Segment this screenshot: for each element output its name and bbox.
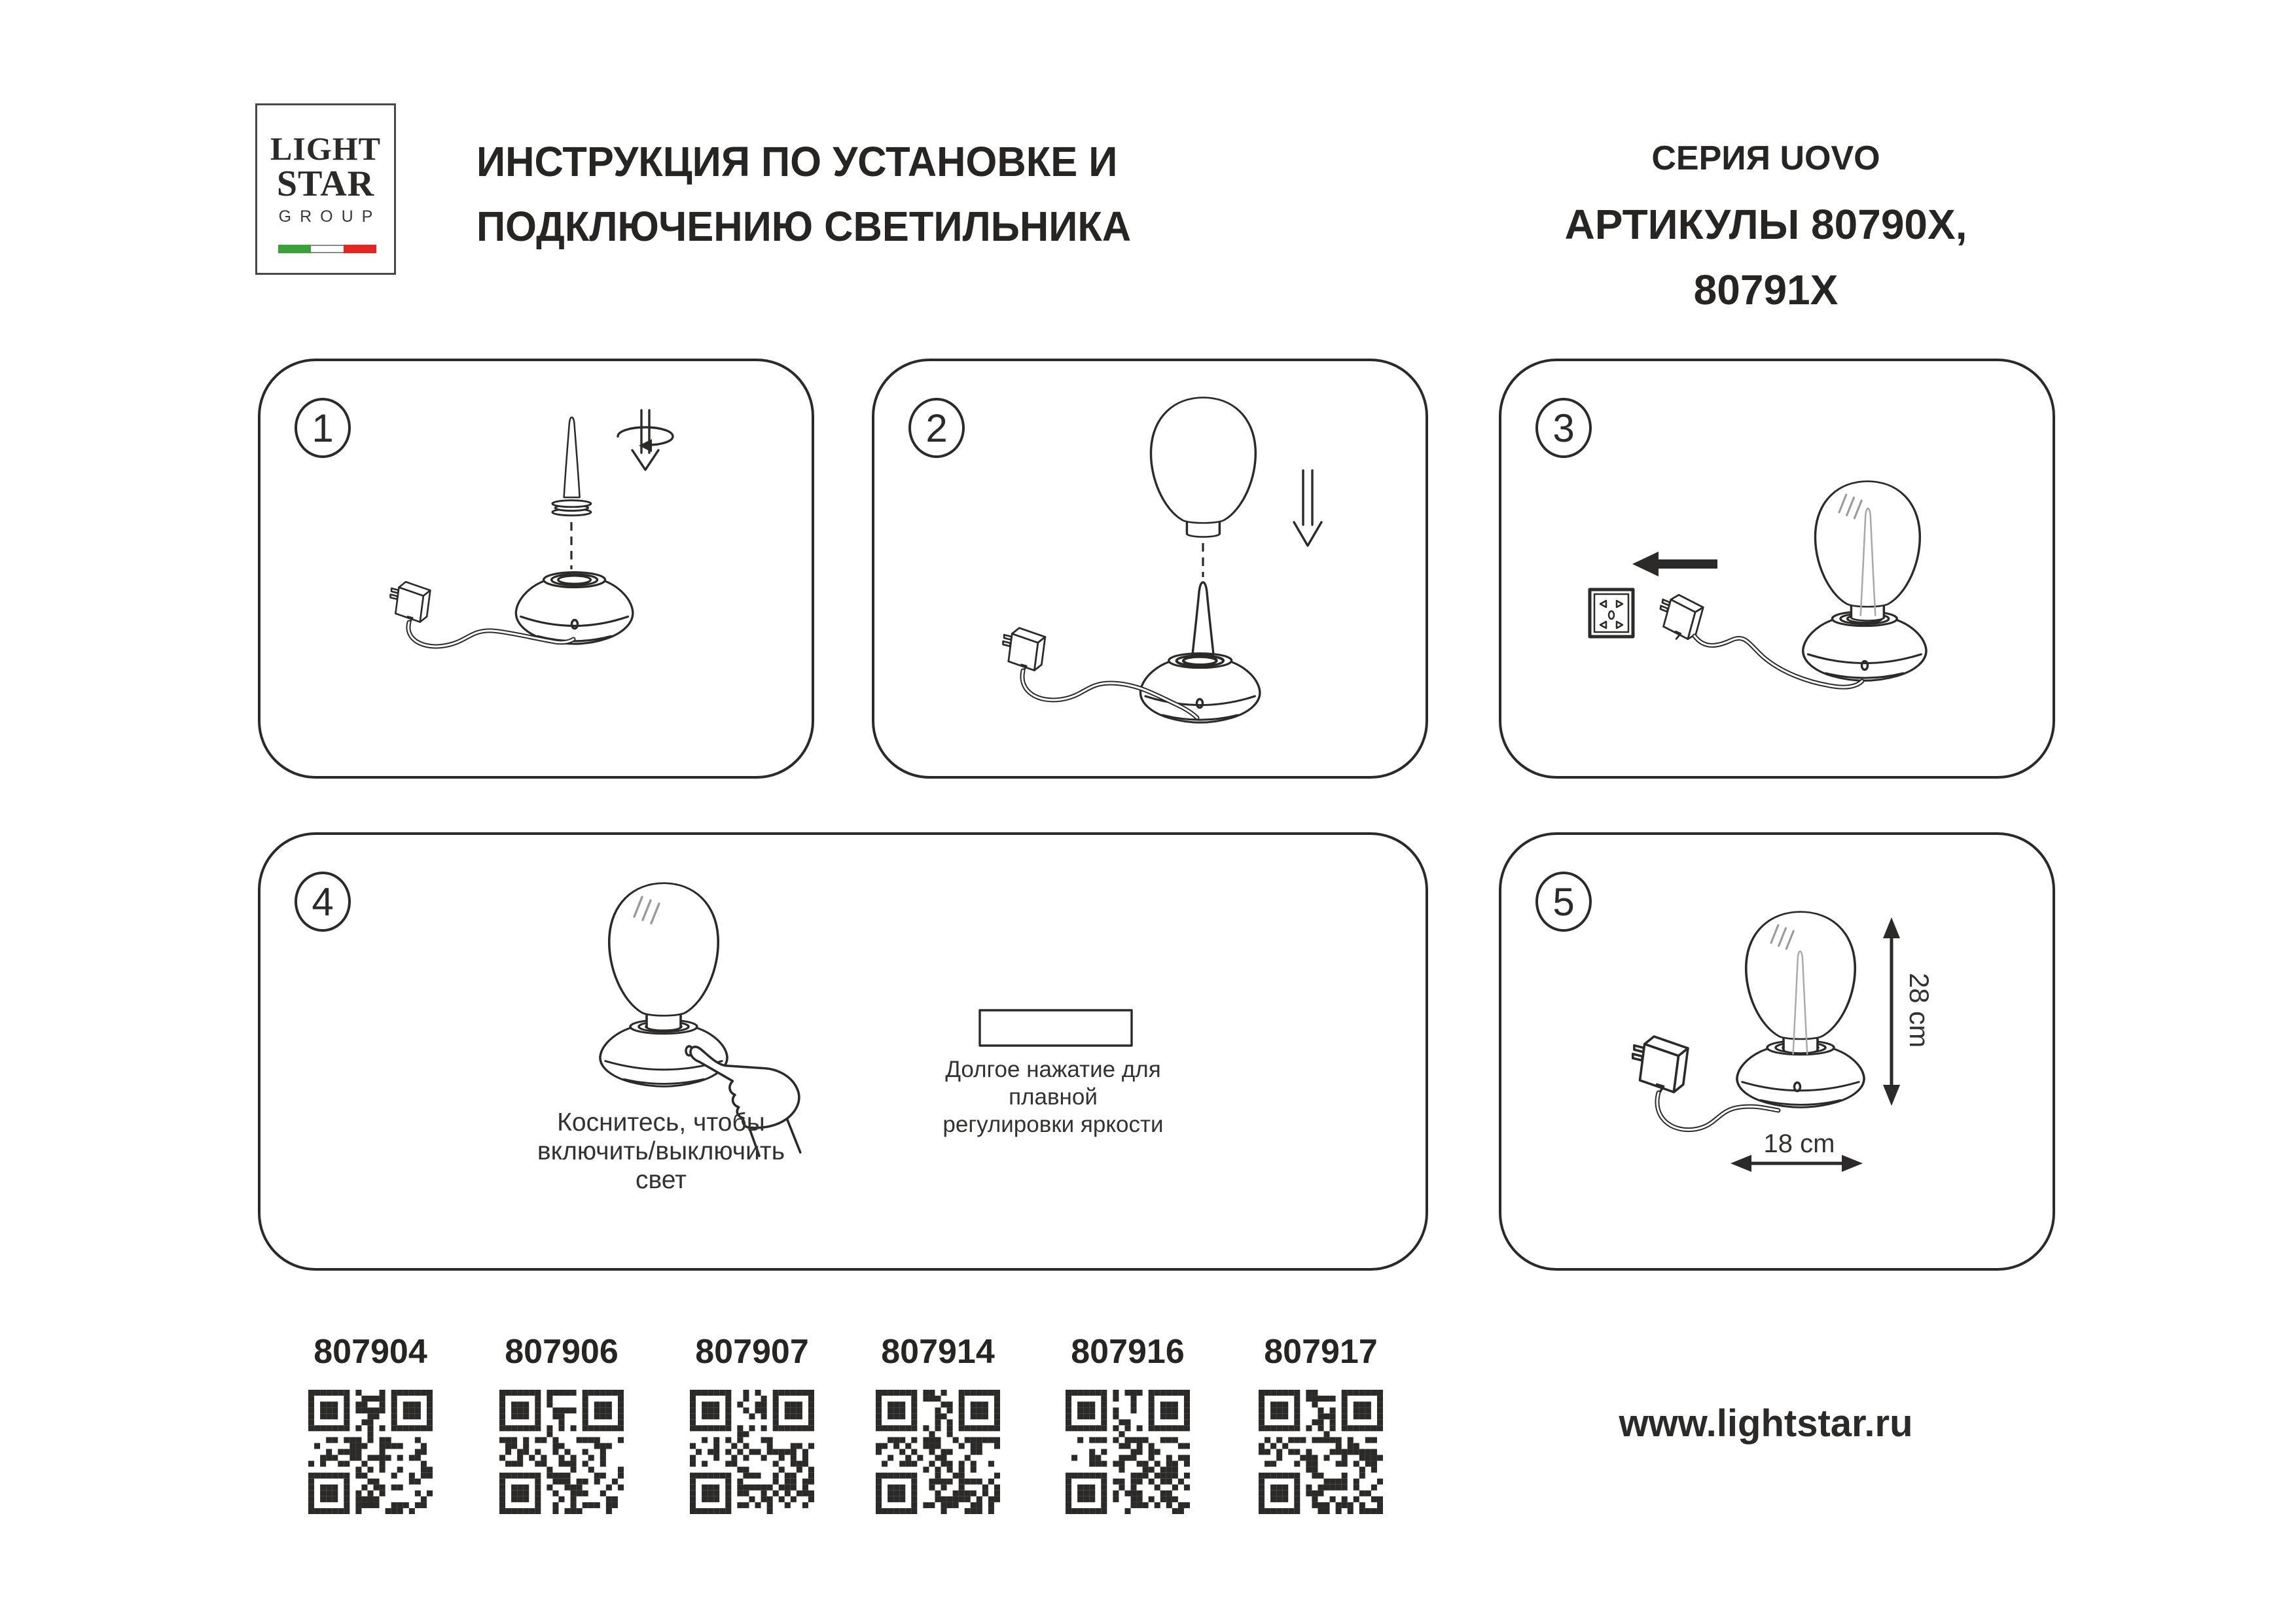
- glass-diffuser-illustration: [1151, 398, 1255, 537]
- plug-in-arrow-icon: [1632, 552, 1717, 576]
- push-down-arrow-icon: [1294, 470, 1321, 546]
- article-column: [1255, 1332, 1386, 1514]
- screw-down-arrow-icon: [618, 410, 673, 470]
- step-number: 2: [925, 406, 948, 450]
- article-number: 807904: [314, 1333, 427, 1371]
- hold-caption: Долгое нажатие для плавной регулировки яркости: [942, 1057, 1164, 1137]
- lamp-base-illustration: [516, 573, 633, 644]
- article-number: 807907: [695, 1333, 809, 1371]
- step-number-badge: [1535, 398, 1592, 458]
- step-panel-5: [1499, 832, 2055, 1271]
- article-number: 807916: [1071, 1333, 1185, 1371]
- wall-socket-icon: [1590, 590, 1633, 637]
- step-number: 3: [1552, 406, 1575, 450]
- step-number: 4: [312, 879, 334, 924]
- article-column: [1062, 1332, 1193, 1514]
- article-column: [305, 1332, 436, 1514]
- led-spike-illustration: [564, 417, 580, 497]
- dimmer-note-box: [980, 1010, 1132, 1046]
- glass-diffuser-illustration: [609, 883, 719, 1031]
- title-line-2: ПОДКЛЮЧЕНИЮ СВЕТИЛЬНИКА: [476, 203, 1132, 250]
- power-adapter-illustration: [1657, 593, 1704, 642]
- logo-light-text: LIGHT: [270, 130, 381, 167]
- qr-code: [876, 1390, 1000, 1514]
- series-articles-block: [1532, 139, 2000, 314]
- height-label: 28 cm: [1904, 972, 1935, 1048]
- logo-group-text: GROUP: [278, 207, 382, 226]
- qr-code: [499, 1390, 624, 1514]
- glass-diffuser-illustration: [1815, 482, 1920, 621]
- spike-thread-collar: [552, 501, 591, 516]
- article-number: 807914: [881, 1333, 995, 1371]
- article-column: [872, 1332, 1003, 1514]
- website-url: www.lightstar.ru: [1619, 1402, 1913, 1445]
- italian-flag-icon: [278, 245, 376, 253]
- lightstar-logo: [255, 103, 396, 275]
- logo-star-text: STAR: [276, 164, 375, 204]
- qr-code: [308, 1390, 433, 1514]
- articles-line-1: АРТИКУЛЫ 80790X,: [1564, 201, 1967, 248]
- page-title: [476, 130, 1131, 259]
- step-number-badge: [295, 872, 351, 932]
- power-adapter-illustration: [1003, 628, 1045, 672]
- qr-code: [690, 1390, 814, 1514]
- height-dimension-arrow: [1883, 917, 1900, 1106]
- series-name: СЕРИЯ UOVO: [1651, 139, 1880, 177]
- power-adapter-illustration: [391, 582, 431, 623]
- articles-line-2: 80791X: [1693, 266, 1839, 313]
- step-number-badge: [1535, 872, 1592, 932]
- touch-caption: Коснитесь, чтобы включить/выключить свет: [537, 1108, 785, 1194]
- led-spike-illustration: [1193, 582, 1213, 654]
- title-line-1: ИНСТРУКЦИЯ ПО УСТАНОВКЕ И: [476, 138, 1118, 185]
- step-number-badge: [908, 398, 965, 458]
- step-number: 5: [1552, 879, 1575, 924]
- article-column: [496, 1332, 627, 1514]
- article-column: [687, 1332, 817, 1514]
- power-adapter-illustration: [1633, 1036, 1688, 1094]
- qr-code: [1259, 1390, 1383, 1514]
- step-panel-4: [258, 832, 1428, 1271]
- article-number: 807917: [1264, 1333, 1378, 1371]
- step-panel-3: [1499, 359, 2055, 779]
- qr-code: [1066, 1390, 1190, 1514]
- article-number: 807906: [505, 1333, 619, 1371]
- width-label: 18 cm: [1763, 1129, 1835, 1158]
- step-number: 1: [312, 406, 334, 450]
- step-panel-2: [872, 359, 1428, 779]
- step-number-badge: [295, 398, 351, 458]
- step4-illustration: [260, 835, 1431, 1273]
- step-panel-1: [258, 359, 814, 779]
- glass-diffuser-illustration: [1746, 912, 1856, 1053]
